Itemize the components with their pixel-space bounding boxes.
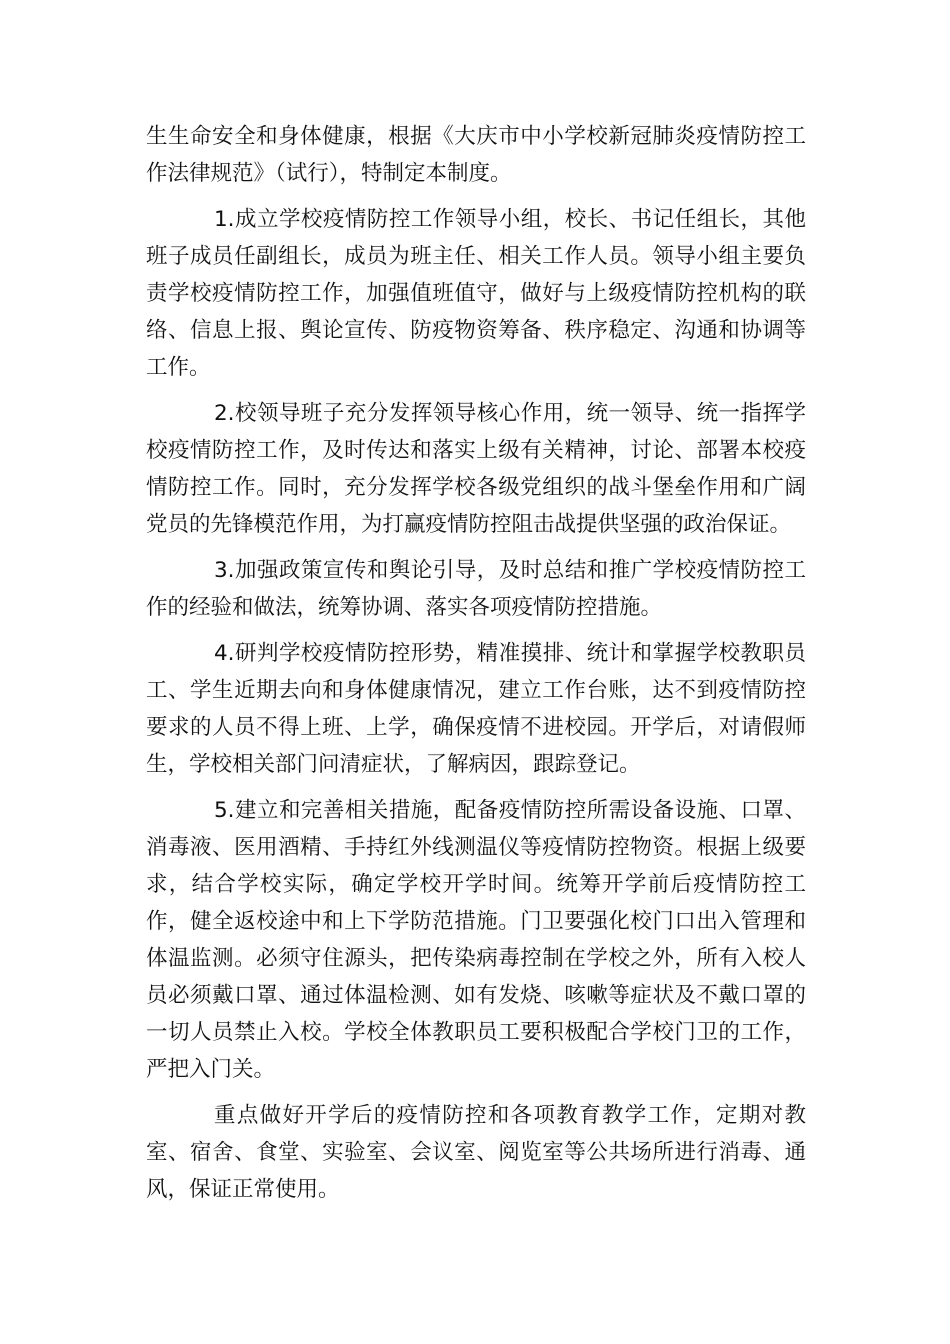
paragraph-item-2: 2.校领导班子充分发挥领导核心作用，统一领导、统一指挥学校疫情防控工作，及时传达和落实上级有关精神，讨论、部署本校疫情防控工作。同时，充分发挥学校各级党组织的战斗堡垒作用和广阔党员的先锋模范作用，为打赢疫情防控阻击战提供坚强的政治保证。 [146,401,806,537]
paragraph-item-1: 1.成立学校疫情防控工作领导小组，校长、书记任组长，其他班子成员任副组长，成员为班主任、相关工作人员。领导小组主要负责学校疫情防控工作，加强值班值守，做好与上级疫情防控机构的联络、信息上报、舆论宣传、防疫物资筹备、秩序稳定、沟通和协调等工作。 [146,207,806,380]
paragraph-intro: 生生命安全和身体健康，根据《大庆市中小学校新冠肺炎疫情防控工作法律规范》（试行），特制定本制度。 [146,124,806,186]
paragraph-item-3: 3.加强政策宣传和舆论引导，及时总结和推广学校疫情防控工作的经验和做法，统筹协调、落实各项疫情防控措施。 [146,558,806,620]
paragraph-item-4: 4.研判学校疫情防控形势，精准摸排、统计和掌握学校教职员工、学生近期去向和身体健康情况，建立工作台账，达不到疫情防控要求的人员不得上班、上学，确保疫情不进校园。开学后，对请假师生，学校相关部门问清症状，了解病因，跟踪登记。 [146,641,806,777]
document-body [146,118,806,1217]
paragraph-closing: 重点做好开学后的疫情防控和各项教育教学工作，定期对教室、宿舍、食堂、实验室、会议室、阅览室等公共场所进行消毒、通风，保证正常使用。 [146,1103,806,1202]
paragraph-item-5: 5.建立和完善相关措施，配备疫情防控所需设备设施、口罩、消毒液、医用酒精、手持红外线测温仪等疫情防控物资。根据上级要求，结合学校实际，确定学校开学时间。统筹开学前后疫情防控工作，健全返校途中和上下学防范措施。门卫要强化校门口出入管理和体温监测。必须守住源头，把传染病毒控制在学校之外，所有入校人员必须戴口罩、通过体温检测、如有发烧、咳嗽等症状及不戴口罩的一切人员禁止入校。学校全体教职员工要积极配合学校门卫的工作，严把入门关。 [146,798,806,1082]
